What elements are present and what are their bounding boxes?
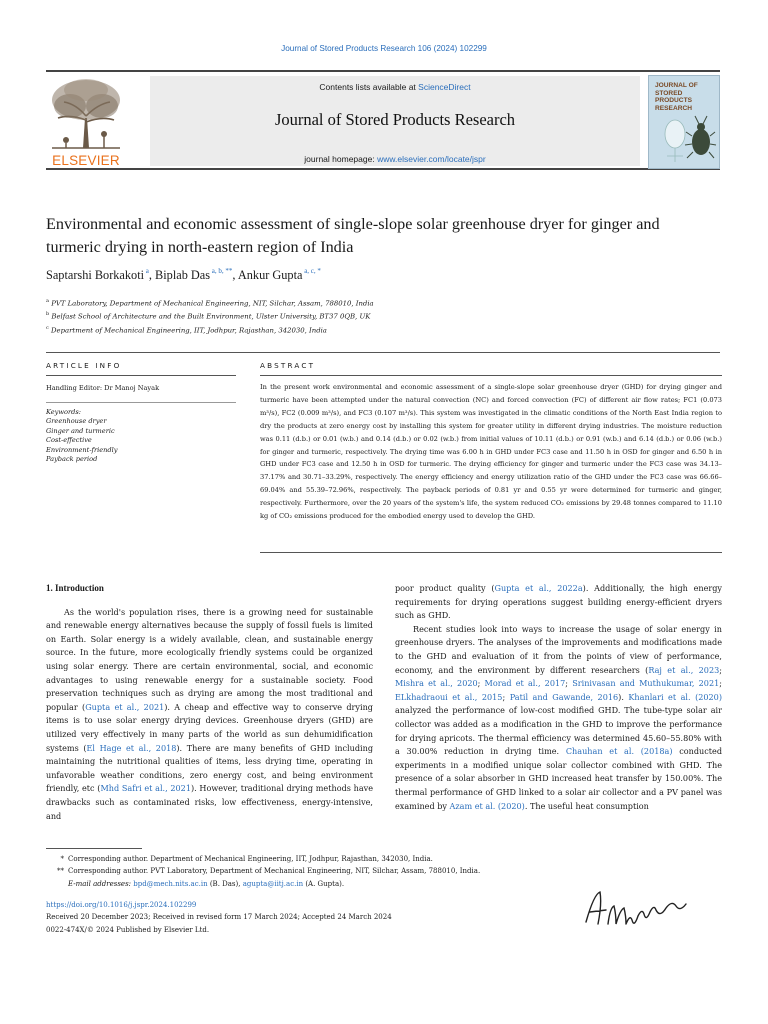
received-dates: Received 20 December 2023; Received in revised form 17 March 2024; Accepted 24 March 2024 xyxy=(46,913,392,922)
article-metadata xyxy=(46,899,546,936)
section-heading: 1. Introduction xyxy=(46,583,104,593)
email-addresses: E-mail addresses: bpd@mech.nits.ac.in (B. Das), agupta@iitj.ac.in (A. Gupta). xyxy=(68,879,345,888)
homepage-link[interactable]: www.elsevier.com/locate/jspr xyxy=(377,154,486,164)
publisher-name: ELSEVIER xyxy=(52,153,120,168)
footnote-divider xyxy=(46,848,142,849)
abstract-divider xyxy=(260,375,722,376)
body-text: ; xyxy=(477,678,485,689)
info-divider xyxy=(46,402,236,403)
cover-title-line: JOURNAL OF xyxy=(655,82,698,89)
article-info-heading: ARTICLE INFO xyxy=(46,361,122,370)
handling-editor: Handling Editor: Dr Manoj Nayak xyxy=(46,384,160,392)
article-info-divider xyxy=(46,375,236,376)
author-name[interactable]: Saptarshi Borkakoti xyxy=(46,268,145,282)
body-text: ; xyxy=(502,691,510,702)
citation-link[interactable]: El Hage et al., 2018 xyxy=(86,742,177,753)
citation-link[interactable]: Gupta et al., 2022a xyxy=(494,583,583,593)
author-name[interactable]: Ankur Gupta xyxy=(237,268,303,282)
affiliation-item: $^a$ PVT Laboratory, Department of Mechanical Engineering, NIT, Silchar, Assam, 788010, India xyxy=(46,298,374,308)
body-text: . The useful heat consumption xyxy=(524,800,649,811)
keyword-item[interactable]: Ginger and turmeric xyxy=(46,426,115,435)
masthead-banner xyxy=(150,76,640,166)
citation-link[interactable]: Raj et al., 2023 xyxy=(648,664,720,675)
body-paragraph xyxy=(395,623,722,813)
citation-link[interactable]: Gupta et al., 2021 xyxy=(85,701,165,712)
body-paragraph xyxy=(395,582,722,623)
corresponding-author-note: * Corresponding author. Department of Mechanical Engineering, IIT, Jodhpur, Rajasthan, 342030, India. xyxy=(60,855,433,863)
author-name[interactable]: Biplab Das xyxy=(155,268,211,282)
homepage-prefix: journal homepage: xyxy=(304,154,378,164)
body-paragraph xyxy=(46,606,373,824)
email-link[interactable]: agupta@iitj.ac.in xyxy=(242,879,304,888)
beetle-illustration-icon xyxy=(653,112,717,166)
contents-line xyxy=(150,82,640,92)
affiliation-list xyxy=(46,296,646,336)
body-text: ). A cheap and effective way to conserve drying items is to use solar energy drying devices. Greenhouse dryers (GHD) are utilized very effectively in many parts of the world as sun dehumidification systems ( xyxy=(46,701,373,753)
body-column-right xyxy=(395,582,722,813)
sciencedirect-link[interactable]: ScienceDirect xyxy=(418,82,471,92)
citation-link[interactable]: Khanlari et al. (2020) xyxy=(628,691,722,702)
elsevier-tree-icon xyxy=(46,76,126,152)
author-affiliation-mark[interactable]: a, c, * xyxy=(304,267,321,275)
keyword-item[interactable]: Greenhouse dryer xyxy=(46,417,107,426)
body-text: ). However, traditional drying methods have drawbacks such as contaminated risks, low effectiveness, energy-intensive, and xyxy=(46,783,374,821)
keyword-item[interactable]: Payback period xyxy=(46,455,98,464)
body-column-left xyxy=(46,582,373,823)
keywords-title: Keywords: xyxy=(46,408,81,416)
contents-prefix: Contents lists available at xyxy=(319,82,419,92)
cover-title xyxy=(655,82,698,112)
body-text: ). xyxy=(618,691,629,702)
affiliation-item: $^c$ Department of Mechanical Engineering, IIT, Jodhpur, Rajasthan, 342030, India xyxy=(46,324,327,334)
body-text: ; xyxy=(565,678,573,689)
corresponding-author-note: ** Corresponding author. PVT Laboratory, Department of Mechanical Engineering, NIT, Silchar, Assam, 788010, India. xyxy=(57,867,481,876)
body-text: ; xyxy=(719,664,722,675)
keyword-item[interactable]: Cost-effective xyxy=(46,436,92,445)
body-text: conducted experiments in a modified unique solar collector combined with GHD. The presence of a solar absorber in GHD increased heat transfer by 150.00%. The thermal performance of GHD linked to a solar air collector and a PV panel was examined by xyxy=(395,746,723,811)
citation-link[interactable]: Mishra et al., 2020 xyxy=(395,678,478,689)
header-divider xyxy=(46,352,720,353)
citation-link[interactable]: Azam et al. (2020) xyxy=(449,800,525,811)
citation-link[interactable]: Patil and Gawande, 2016 xyxy=(509,691,619,702)
body-text: Recent studies look into ways to increase the usage of solar energy in greenhouse dryers. The analyses of the improvements and modifications made to the GHD and evaluation of it from the points of view of performance, economy, and the environment by different researchers ( xyxy=(395,623,722,675)
citation-link[interactable]: Mhd Safri et al., 2021 xyxy=(100,783,191,794)
copyright-line: 0022-474X/© 2024 Published by Elsevier Ltd. xyxy=(46,925,210,934)
abstract-heading: ABSTRACT xyxy=(260,361,316,370)
keyword-item[interactable]: Environment-friendly xyxy=(46,445,118,454)
citation-link[interactable]: Morad et al., 2017 xyxy=(484,678,566,689)
author-list: Saptarshi Borkakoti $^a$, Biplab Das $^{a, b, **}$, Ankur Gupta $^{a, c, *}$ xyxy=(46,267,321,282)
homepage-line xyxy=(150,154,640,164)
abstract-text: In the present work environmental and economic assessment of a single-slope solar greenhouse dryer (GHD) for drying ginger and turmeric have been attempted under the natural convection (NC) and forced convection (FC) of different air flow rates; FC1 (0.073 m³/s), FC2 (0.009 m³/s), and FC3 (0.107 m³/s). This system was investigated in the climatic conditions of the North East India region to dry the products at zero energy cost by installing this system for greater utility in different drying industries. The moisture reduction was 0.11 (d.b.) or 0.01 (w.b.) and 0.14 (d.b.) or 0.02 (w.b.) from initial values of 10.11 (d.b.) or 0.91 (w.b.) and 6.14 (d.b.) or 0.06 (w.b.) for ginger and turmeric, respectively. The drying time was 6.00 h in GHD under FC3 case and 11.50 h in OSD for ginger and 6.50 h in GHD under FC3 case and 12.50 h in OSD for turmeric. The drying efficiency for ginger and turmeric under the FC3 case was 34.13–37.17% and 30.71–33.29%, respectively. The energy efficiency and energy utilization ratio of the GHD under the FC3 case was 66.66–69.04% and 55.39–72.96%, respectively. The payback periods of 0.81 yr and 0.55 yr were determined for turmeric and ginger, respectively. Furthermore, over the 20 years of the system's life, the system reduced CO₂ emissions by 29.48 tonnes compared to 11.10 kg of CO₂ emissions produced for the embodied energy used to develop the GHD. xyxy=(260,383,722,521)
abstract-end-divider xyxy=(260,552,722,553)
body-text: poor product quality ( xyxy=(395,583,495,593)
journal-title: Journal of Stored Products Research xyxy=(274,110,516,129)
journal-cover-thumbnail[interactable] xyxy=(648,75,720,169)
cover-title-line: PRODUCTS xyxy=(655,97,692,105)
citation-link[interactable]: ELkhadraoui et al., 2015 xyxy=(395,691,503,702)
elsevier-logo xyxy=(46,76,126,168)
doi-link[interactable]: https://doi.org/10.1016/j.jspr.2024.102299 xyxy=(46,901,197,909)
cover-title-line: STORED xyxy=(655,89,683,97)
cover-title-line: RESEARCH xyxy=(655,104,693,112)
body-text: As the world's population rises, there is a growing need for sustainable and renewable energy alternatives because the supply of fossil fuels is limited on Earth. Solar energy is a widely available, clean, and sustainable energy source. In the future, more ecologically friendly systems could be organized using solar energy. There are certain environmental, social, and economic advantages to using renewable energy for a sustainable society. Food preservation techniques such as drying are among the most traditional and popular ( xyxy=(46,606,373,712)
body-text: analyzed the performance of low-cost modified GHD. The tube-type solar air collector was added as a modification in the GHD to improve the performance for drying apricots. The thermal efficiency was determined 45.60–55.80% with a 30.00% reduction in drying time. xyxy=(395,705,722,757)
author-affiliation-mark[interactable]: a, b, ** xyxy=(211,267,233,275)
article-title: Environmental and economic assessment of single-slope solar greenhouse dryer for ginger and turmeric drying in north-eastern region of India xyxy=(46,215,660,256)
citation-link[interactable]: Chauhan et al. (2018a) xyxy=(565,746,673,757)
body-text: ; xyxy=(719,678,722,689)
footnotes xyxy=(46,853,666,890)
email-link[interactable]: bpd@mech.nits.ac.in xyxy=(133,879,208,888)
body-text: ). Additionally, the high energy requirements for drying operations suggest building energy-efficient dryers such as GHD. xyxy=(395,583,722,621)
citation-link[interactable]: Srinivasan and Muthukumar, 2021 xyxy=(572,678,720,689)
body-text: ). There are many benefits of GHD including maintaining the nutritional qualities of items, less drying time, operating in unfavorable weather conditions, zero energy cost, and being environment friendly, etc ( xyxy=(46,742,374,794)
keywords-block xyxy=(46,408,236,464)
journal-masthead xyxy=(46,70,720,170)
handwritten-signature xyxy=(580,884,692,934)
affiliation-item: $^b$ Belfast School of Architecture and the Built Environment, Ulster University, BT37 0QB, UK xyxy=(46,311,371,321)
author-affiliation-mark[interactable]: a xyxy=(145,267,149,275)
running-head[interactable]: Journal of Stored Products Research 106 (2024) 102299 xyxy=(281,44,487,53)
